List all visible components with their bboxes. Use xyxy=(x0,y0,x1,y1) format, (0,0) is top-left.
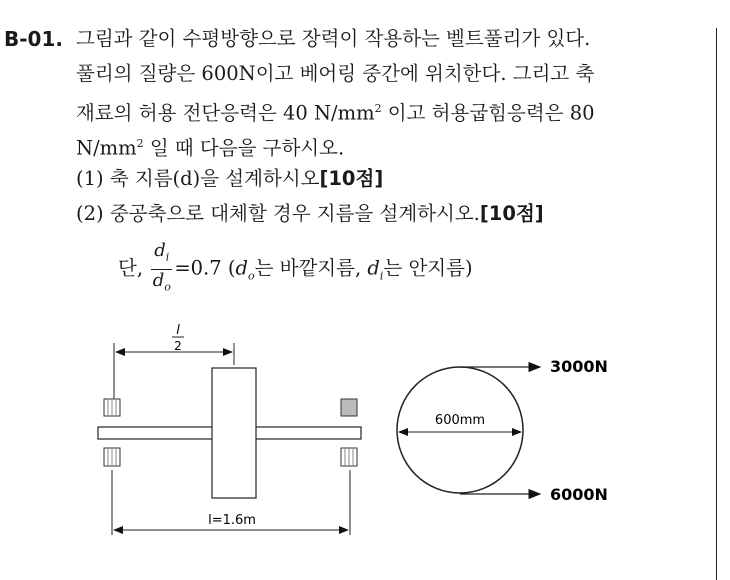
problem-id: B-01. xyxy=(4,27,63,51)
question-2-points: [10점] xyxy=(479,202,544,225)
question-1: (1) 축 지름(d)을 설계하시오[10점] xyxy=(76,167,384,190)
tension-bottom-label: 6000N xyxy=(550,485,608,504)
pulley-circle xyxy=(397,367,523,493)
problem-line-4: $N/mm^2$ 일 때 다음을 구하시오. xyxy=(76,136,345,160)
half-span-label-num: l xyxy=(176,323,180,338)
right-bearing-top xyxy=(341,399,357,416)
problem-line-2: 풀리의 질량은 600N이고 베어링 중간에 위치한다. 그리고 축 xyxy=(76,62,595,85)
half-span-label-den: 2 xyxy=(174,339,182,353)
span-label: l=1.6m xyxy=(208,513,256,528)
diameter-ratio-fraction: $\frac{d_i}{d_o}$ xyxy=(152,240,171,294)
note-line: 단, $\frac{d_i}{d_o}$ =0.7 ($d_o$는 바깥지름, $d_i$는 안지름) xyxy=(118,240,473,298)
question-1-points: [10점] xyxy=(319,167,384,190)
problem-line-1: 그림과 같이 수평방향으로 장력이 작용하는 벨트풀리가 있다. xyxy=(76,27,591,50)
tension-top-label: 3000N xyxy=(550,357,608,376)
problem-line-3: 재료의 허용 전단응력은 40 $N/mm^2$ 이고 허용굽힘응력은 80 xyxy=(76,101,595,125)
question-2: (2) 중공축으로 대체할 경우 지름을 설계하시오.[10점] xyxy=(76,202,544,225)
pulley-hub xyxy=(212,368,256,498)
diameter-label: 600mm xyxy=(434,413,486,428)
belt-pulley-figure xyxy=(0,300,730,580)
